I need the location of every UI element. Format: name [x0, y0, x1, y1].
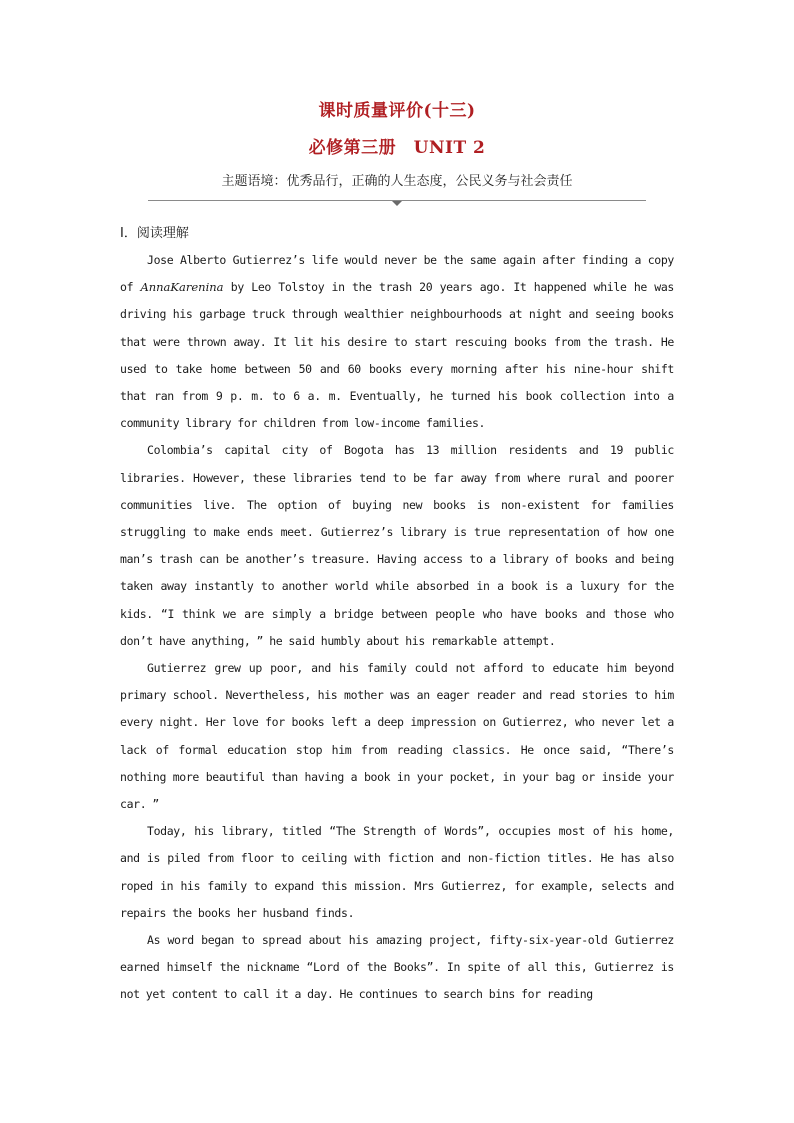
paragraph-1-start: Jose Alberto Gutierrez’s life would never be the same again after finding a copy of — [120, 253, 674, 295]
page-subtitle: 必修第三册 UNIT 2 — [308, 138, 486, 158]
paragraph-1 — [120, 247, 674, 437]
paragraph-4: Today, his library, titled “The Strength of Words”, occupies most of his home, and is piled from floor to ceiling with fiction and non-fiction titles. He has also roped in his family to expand this mission. Mrs Gutierrez, for example, selects and repairs the books her husband finds. — [120, 824, 674, 920]
paragraph-3: Gutierrez grew up poor, and his family could not afford to educate him beyond primary school. Nevertheless, his mother was an eager reader and read stories to him every night. Her love for books left a deep impression on Gutierrez, who never let a lack of formal education stop him from reading classics. He once said, “There’s nothing more beautiful than having a book in your pocket, in your bag or inside your car. ” — [120, 661, 674, 812]
page-title: 课时质量评价(十三) — [318, 101, 476, 121]
divider-triangle-icon — [392, 201, 402, 206]
section-heading: Ⅰ．阅读理解 — [120, 226, 189, 241]
reading-passage — [120, 247, 674, 1009]
paragraph-5: As word began to spread about his amazing project, fifty-six-year-old Gutierrez earned himself the nickname “Lord of the Books”. In spite of all this, Gutierrez is not yet content to call it a day. He continues to search bins for reading — [120, 933, 674, 1002]
book-title: AnnaKarenina — [140, 280, 224, 295]
paragraph-2: Colombia’s capital city of Bogota has 13 million residents and 19 public libraries. However, these libraries tend to be far away from where rural and poorer communities live. The option of buying new books is non-existent for families struggling to make ends meet. Gutierrez’s library is true representation of how one man’s trash can be another’s treasure. Having access to a library of books and being taken away instantly to another world while absorbed in a book is a luxury for the kids. “I think we are simply a bridge between people who have books and those who don’t have anything, ” he said humbly about his remarkable attempt. — [120, 443, 674, 648]
paragraph-1-end: by Leo Tolstoy in the trash 20 years ago. It happened while he was driving his garbage truck through wealthier neighbourhoods at night and seeing books that were thrown away. It lit his desire to start rescuing books from the trash. He used to take home between 50 and 60 books every morning after his nine-hour shift that ran from 9 p. m. to 6 a. m. Eventually, he turned his book collection into a community library for children from low-income families. — [120, 280, 674, 431]
theme-context: 主题语境：优秀品行，正确的人生态度，公民义务与社会责任 — [221, 174, 573, 189]
